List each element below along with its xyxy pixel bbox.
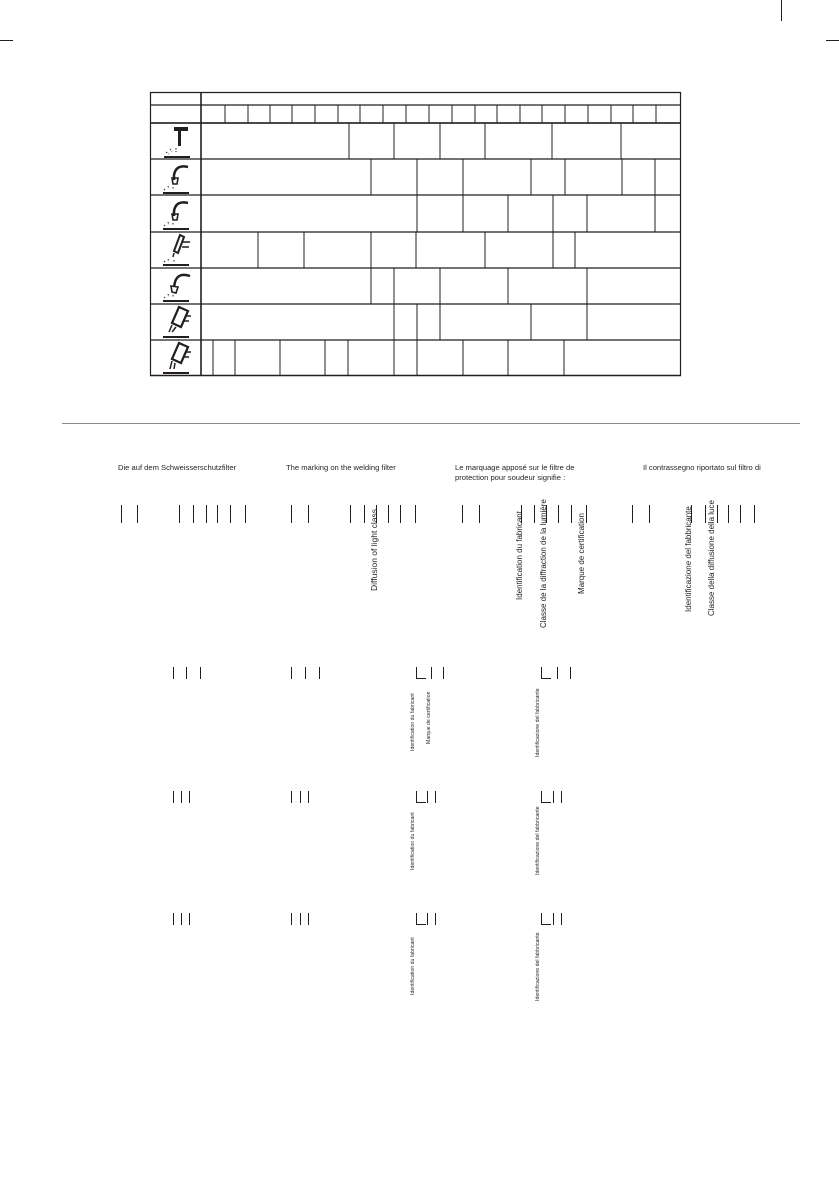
crop-mark bbox=[781, 0, 782, 21]
marking-tick bbox=[427, 913, 428, 925]
marking-tick bbox=[308, 505, 309, 523]
crop-mark bbox=[0, 40, 13, 41]
marking-leader bbox=[416, 678, 426, 679]
marking-tick bbox=[291, 505, 292, 523]
marking-tick bbox=[534, 505, 535, 523]
marking-leader bbox=[416, 924, 426, 925]
label-row1-marque-de-certification: Marque de certification bbox=[426, 691, 432, 744]
marking-tick bbox=[173, 667, 174, 679]
crop-mark bbox=[826, 40, 839, 41]
marking-tick bbox=[561, 913, 562, 925]
marking-tick bbox=[300, 791, 301, 803]
marking-tick bbox=[181, 913, 182, 925]
label-row1-identificazione-del-fabbricante: Identificazione del fabbricante bbox=[535, 688, 541, 757]
marking-tick bbox=[291, 913, 292, 925]
marking-tick bbox=[570, 667, 571, 679]
marking-tick bbox=[649, 505, 650, 523]
marking-tick bbox=[740, 505, 741, 523]
label-classe-diffraction: Classe de la diffraction de la lumière bbox=[539, 499, 548, 628]
marking-tick bbox=[308, 791, 309, 803]
marking-tick bbox=[179, 505, 180, 523]
heading-en: The marking on the welding filter bbox=[286, 463, 396, 472]
marking-tick bbox=[319, 667, 320, 679]
table-grid bbox=[150, 92, 681, 376]
label-identification-du-fabricant: Identification du fabricant bbox=[515, 511, 524, 600]
label-row1-identification-du-fabricant: Identification du fabricant bbox=[410, 693, 416, 751]
marking-tick bbox=[561, 791, 562, 803]
marking-tick bbox=[435, 913, 436, 925]
marking-leader bbox=[416, 802, 426, 803]
marking-tick bbox=[364, 505, 365, 523]
marking-tick bbox=[388, 505, 389, 523]
marking-tick bbox=[305, 667, 306, 679]
label-diffusion-of-light-class: Diffusion of light class bbox=[369, 508, 379, 591]
label-row3-identification-du-fabricant: Identification du fabricant bbox=[410, 937, 416, 995]
marking-tick bbox=[189, 913, 190, 925]
marking-tick bbox=[571, 505, 572, 523]
heading-it: Il contrassegno riportato sul filtro di bbox=[643, 463, 761, 472]
marking-tick bbox=[462, 505, 463, 523]
marking-tick bbox=[217, 505, 218, 523]
marking-tick bbox=[193, 505, 194, 523]
label-row3-identificazione-del-fabbricante: Identificazione del fabbricante bbox=[535, 932, 541, 1001]
marking-tick bbox=[705, 505, 706, 523]
marking-tick bbox=[717, 505, 718, 523]
marking-tick bbox=[400, 505, 401, 523]
heading-fr-line2: protection pour soudeur signifie : bbox=[455, 473, 566, 482]
plasma-cutting-icon bbox=[158, 341, 194, 377]
marking-tick bbox=[435, 791, 436, 803]
marking-leader bbox=[541, 802, 551, 803]
label-row2-identification-du-fabricant: Identification du fabricant bbox=[410, 812, 416, 870]
marking-tick bbox=[553, 791, 554, 803]
heading-fr-line1: Le marquage apposé sur le filtre de bbox=[455, 463, 575, 472]
marking-tick bbox=[200, 667, 201, 679]
marking-tick bbox=[121, 505, 122, 523]
marking-tick bbox=[291, 667, 292, 679]
marking-tick bbox=[173, 913, 174, 925]
stick-electrode-icon bbox=[158, 125, 194, 161]
marking-tick bbox=[308, 913, 309, 925]
marking-tick bbox=[186, 667, 187, 679]
marking-tick bbox=[754, 505, 755, 523]
marking-tick bbox=[632, 505, 633, 523]
section-separator bbox=[62, 423, 800, 424]
marking-tick bbox=[427, 791, 428, 803]
air-arc-gouging-icon bbox=[158, 305, 194, 341]
mig-mag-icon bbox=[158, 269, 194, 305]
marking-tick bbox=[479, 505, 480, 523]
marking-tick bbox=[300, 913, 301, 925]
mig-heavy-metal-icon bbox=[158, 161, 194, 197]
mig-light-alloy-icon bbox=[158, 197, 194, 233]
marking-tick bbox=[728, 505, 729, 523]
label-identificazione-del-fabbricante: Identificazione del fabbricante bbox=[684, 506, 693, 612]
marking-tick bbox=[443, 667, 444, 679]
marking-tick bbox=[557, 667, 558, 679]
label-marque-de-certification: Marque de certification bbox=[577, 513, 586, 594]
marking-tick bbox=[181, 791, 182, 803]
label-row2-identificazione-del-fabbricante: Identificazione del fabbricante bbox=[535, 806, 541, 875]
marking-leader bbox=[541, 678, 551, 679]
marking-tick bbox=[558, 505, 559, 523]
marking-tick bbox=[586, 505, 587, 523]
marking-tick bbox=[431, 667, 432, 679]
marking-tick bbox=[350, 505, 351, 523]
marking-tick bbox=[245, 505, 246, 523]
marking-tick bbox=[553, 913, 554, 925]
label-classe-diffusione-luce: Classe della diffusione della luce bbox=[707, 500, 716, 616]
marking-tick bbox=[415, 505, 416, 523]
marking-tick bbox=[189, 791, 190, 803]
marking-tick bbox=[173, 791, 174, 803]
shade-table bbox=[150, 92, 681, 376]
marking-tick bbox=[206, 505, 207, 523]
tig-icon bbox=[158, 233, 194, 269]
heading-de: Die auf dem Schweisserschutzfilter bbox=[118, 463, 237, 472]
marking-tick bbox=[291, 791, 292, 803]
marking-leader bbox=[541, 924, 551, 925]
marking-tick bbox=[230, 505, 231, 523]
marking-tick bbox=[137, 505, 138, 523]
